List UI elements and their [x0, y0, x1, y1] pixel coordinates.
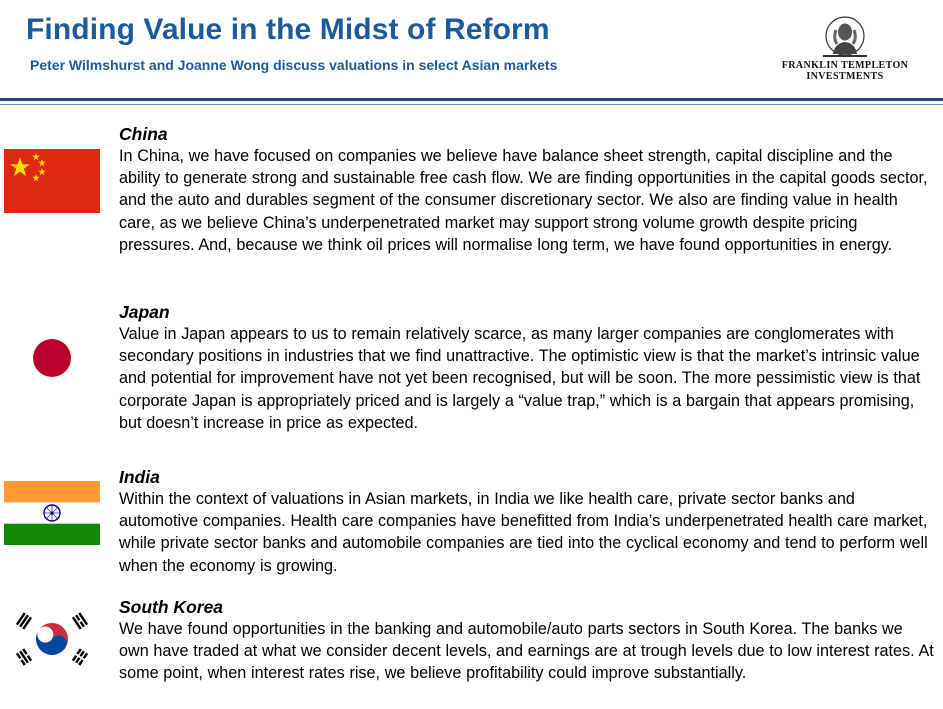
- section-text: [119, 301, 934, 434]
- section-text: [119, 123, 934, 256]
- section-body: Value in Japan appears to us to remain relatively scarce, as many larger companies are conglomerates with secondary positions in industries that we find unattractive. The optimistic view is that the market’s intrinsic value and potential for improvement have not yet been recognised, but will be soon. The more pessimistic view is that corporate Japan is appropriately priced and is largely a “value trap,” which is a bargain that appears promising, but doesn’t increase in price as expected.: [119, 325, 921, 432]
- china-flag-icon: [4, 149, 100, 213]
- section-title: South Korea: [119, 597, 224, 617]
- section-body: We have found opportunities in the banking and automobile/auto parts sectors in South Korea. The banks we own have traded at what we consider decent levels, and earnings are at trough levels due to low interest rates. At some point, when interest rates rise, we believe profitability could improve substantially.: [119, 620, 934, 683]
- header-divider: [0, 98, 943, 101]
- section-text: [119, 466, 934, 577]
- logo-line-1: FRANKLIN TEMPLETON: [781, 60, 909, 71]
- section-text: [119, 596, 934, 685]
- section-title: Japan: [119, 302, 170, 322]
- section-body: Within the context of valuations in Asian markets, in India we like health care, private sector banks and automotive companies. Health care companies have benefitted from India’s underpenetrated health care market, while private sector banks and automobile companies are tied into the cyclical economy and tend to perform well when the economy is growing.: [119, 490, 928, 575]
- page-title: Finding Value in the Midst of Reform: [26, 13, 550, 46]
- franklin-portrait-icon: [819, 16, 871, 60]
- section-title: India: [119, 467, 160, 487]
- india-flag-icon: [4, 481, 100, 545]
- section-body: In China, we have focused on companies we believe have balance sheet strength, capital discipline and the ability to generate strong and sustainable free cash flow. We are finding opportunities in the capital goods sector, and the auto and durables segment of the consumer discretionary sector. We also are finding value in health care, as we believe China’s underpenetrated market may support strong volume growth despite pricing pressures. And, because we think oil prices will normalise long term, we have found opportunities in energy.: [119, 147, 928, 254]
- page-subtitle: Peter Wilmshurst and Joanne Wong discuss valuations in select Asian markets: [30, 57, 558, 73]
- header-divider-thin: [0, 104, 943, 105]
- japan-flag-icon: [4, 326, 100, 390]
- logo-line-2: INVESTMENTS: [806, 71, 884, 82]
- south-korea-flag-icon: [4, 607, 100, 671]
- franklin-templeton-logo: [770, 16, 920, 88]
- section-title: China: [119, 124, 168, 144]
